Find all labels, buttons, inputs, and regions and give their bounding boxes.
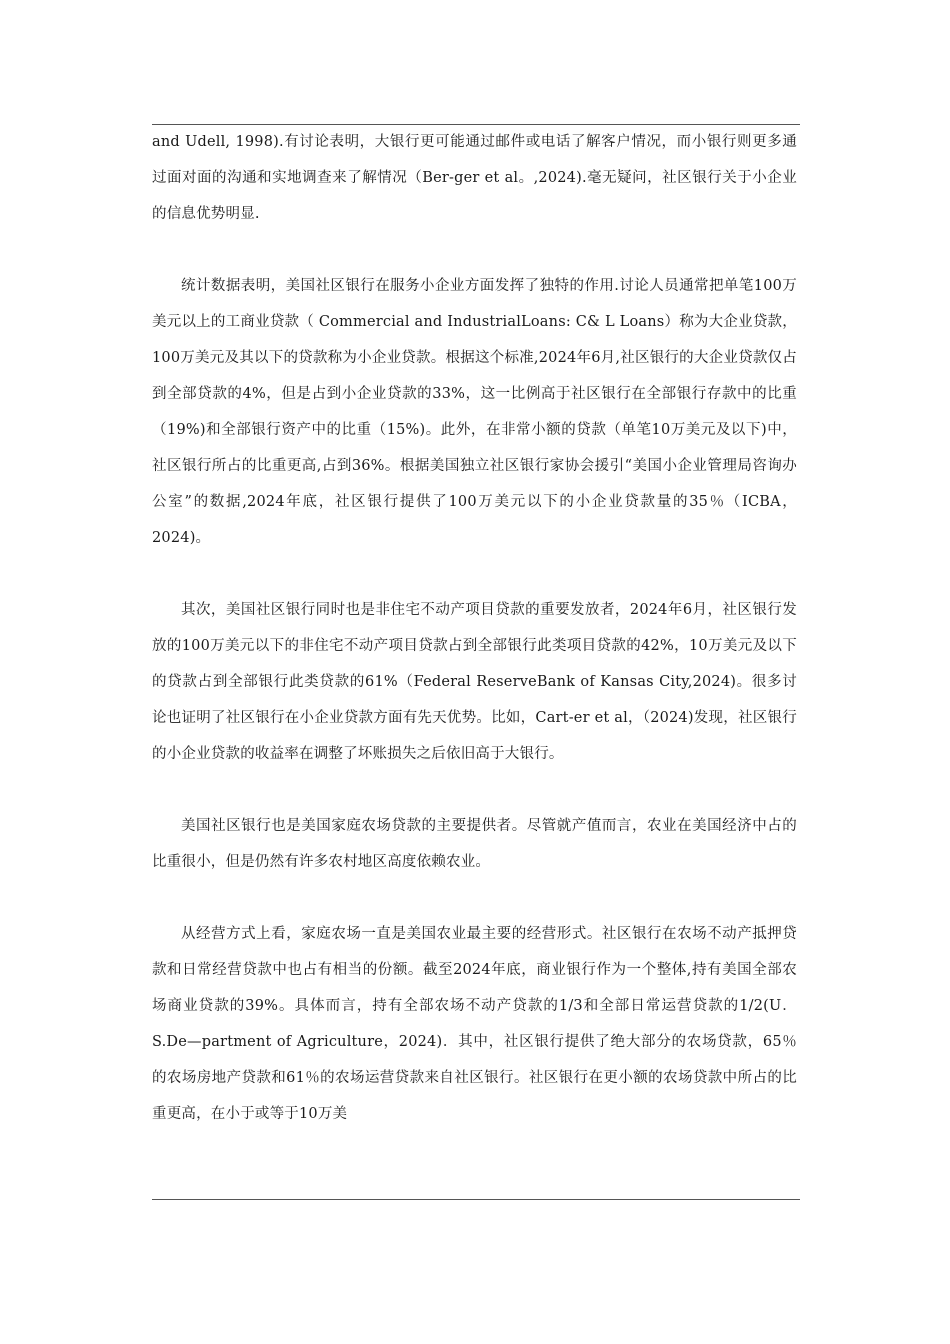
footer-rule [152,1199,800,1200]
paragraph-4: 美国社区银行也是美国家庭农场贷款的主要提供者。尽管就产值而言，农业在美国经济中占的比重很小，但是仍然有许多农村地区高度依赖农业。 [152,818,797,870]
paragraph-1: and Udell, 1998).有讨论表明，大银行更可能通过邮件或电话了解客户情况，而小银行则更多通过面对面的沟通和实地调查来了解情况（Ber-ger et al。,2024).毫无疑问，社区银行关于小企业的信息优势明显. [152,134,797,222]
paragraph-2: 统计数据表明，美国社区银行在服务小企业方面发挥了独特的作用.讨论人员通常把单笔100万美元以上的工商业贷款（ Commercial and IndustrialLoans: C& L Loans）称为大企业贷款，100万美元及其以下的贷款称为小企业贷款。根据这个标准,2024年6月,社区银行的大企业贷款仅占到全部贷款的4%，但是占到小企业贷款的33%，这一比例高于社区银行在全部银行存款中的比重（19%)和全部银行资产中的比重（15%)。此外，在非常小额的贷款（单笔10万美元及以下)中，社区银行所占的比重更高,占到36%。根据美国独立社区银行家协会援引“美国小企业管理局咨询办公室”的数据,2024年底，社区银行提供了100万美元以下的小企业贷款量的35％（ICBA，2024)。 [152,278,797,546]
document-body [152,124,800,1199]
paragraph-3: 其次，美国社区银行同时也是非住宅不动产项目贷款的重要发放者，2024年6月，社区银行发放的100万美元以下的非住宅不动产项目贷款占到全部银行此类项目贷款的42%，10万美元及以下的贷款占到全部银行此类贷款的61%（Federal ReserveBank of Kansas City,2024)。很多讨论也证明了社区银行在小企业贷款方面有先天优势。比如，Cart-er et al，（2024)发现，社区银行的小企业贷款的收益率在调整了坏账损失之后依旧高于大银行。 [152,602,797,762]
paragraph-5: 从经营方式上看，家庭农场一直是美国农业最主要的经营形式。社区银行在农场不动产抵押贷款和日常经营贷款中也占有相当的份额。截至2024年底，商业银行作为一个整体,持有美国全部农场商业贷款的39%。具体而言，持有全部农场不动产贷款的1/3和全部日常运营贷款的1/2(U．S.De—partment of Agriculture，2024)．其中，社区银行提供了绝大部分的农场贷款，65％的农场房地产贷款和61％的农场运营贷款来自社区银行。社区银行在更小额的农场贷款中所占的比重更高，在小于或等于10万美 [152,926,797,1122]
